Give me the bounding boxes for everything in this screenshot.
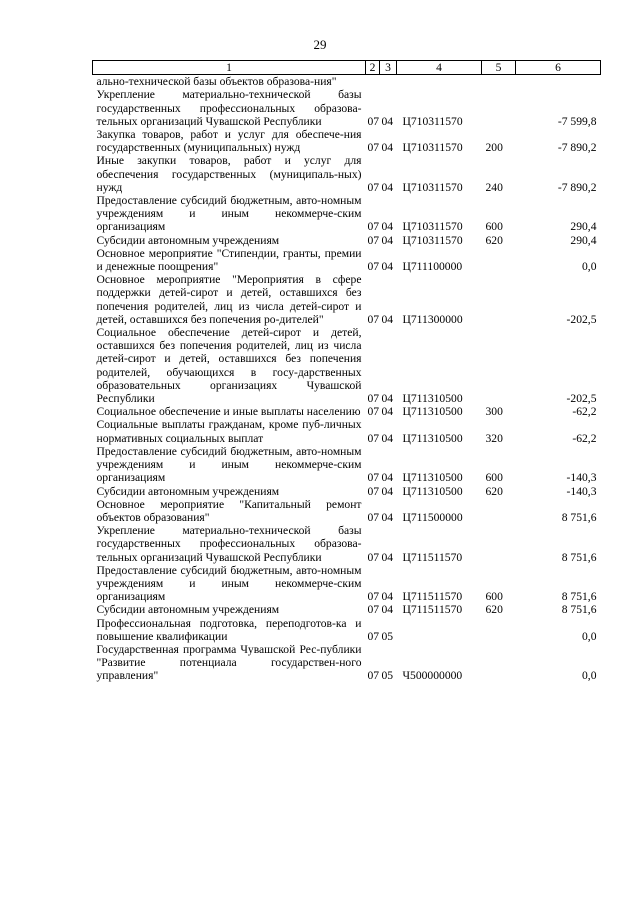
row-expense-type: [482, 273, 516, 326]
row-name: Иные закупки товаров, работ и услуг для обеспечения государственных (муниципаль-ных) нужд: [96, 154, 362, 194]
row-section: 07: [367, 405, 380, 419]
budget-table: [92, 60, 601, 683]
table-row: [93, 405, 601, 418]
table-row: [93, 524, 601, 564]
row-amount: [516, 75, 601, 89]
row-expense-type: 240: [485, 180, 503, 194]
row-subsection: 04: [381, 484, 394, 498]
row-subsection: 04: [381, 114, 394, 128]
row-section: 07: [367, 260, 380, 274]
row-name: Основное мероприятие "Мероприятия в сфере поддержки детей-сирот и детей, оставшихся без попечения родителей, лиц из числа детей-сирот и детей, оставшихся без попечения ро-дителей": [96, 273, 362, 326]
table-row: [93, 485, 601, 498]
row-amount: -62,2: [572, 431, 597, 445]
table-row: [93, 643, 601, 683]
row-subsection: 04: [381, 510, 394, 524]
row-amount: -140,3: [566, 484, 597, 498]
page-number: 29: [313, 37, 327, 52]
row-target-article: Ц711300000: [402, 312, 463, 326]
row-section: 07: [367, 220, 380, 234]
row-name: Субсидии автономным учреждениям: [96, 603, 280, 617]
column-header-2: 2: [366, 61, 380, 75]
row-expense-type: 600: [485, 471, 503, 485]
table-body: [93, 75, 601, 683]
row-amount: 290,4: [570, 233, 597, 247]
row-target-article: Ц711500000: [402, 510, 463, 524]
row-amount: 8 751,6: [561, 590, 597, 604]
row-name: ально-технической базы объектов образова-ния": [96, 75, 337, 89]
row-name: Государственная программа Чувашской Рес-публики "Развитие потенциала государствен-ного управления": [96, 642, 362, 683]
row-subsection: 04: [381, 233, 394, 247]
row-subsection: 04: [381, 312, 394, 326]
row-subsection: 04: [381, 405, 394, 419]
row-subsection: 04: [381, 260, 394, 274]
row-section: 07: [367, 431, 380, 445]
row-expense-type: [482, 326, 516, 405]
column-header-1: 1: [93, 61, 366, 75]
row-subsection: 04: [381, 141, 394, 155]
row-expense-type: [482, 524, 516, 564]
row-target-article: Ц711511570: [402, 590, 463, 604]
row-name: Субсидии автономным учреждениям: [96, 484, 280, 498]
row-amount: -7 599,8: [557, 114, 597, 128]
row-amount: 0,0: [582, 669, 597, 683]
row-target-article: Ц710311570: [402, 114, 463, 128]
column-header-6: 6: [516, 61, 601, 75]
row-target-article: Ц711310500: [402, 405, 463, 419]
row-subsection: 05: [381, 629, 394, 643]
row-expense-type: 600: [485, 220, 503, 234]
row-amount: -62,2: [572, 405, 597, 419]
row-subsection: 04: [381, 603, 394, 617]
row-target-article: Ц710311570: [402, 141, 463, 155]
row-section: 07: [367, 590, 380, 604]
table-row: [93, 247, 601, 273]
row-expense-type: [482, 247, 516, 273]
row-name: Укрепление материально-технической базы государственных профессиональных образова-тельных организаций Чувашской Республики: [96, 524, 362, 564]
row-section: 07: [367, 603, 380, 617]
row-expense-type: 200: [485, 141, 503, 155]
row-subsection: [380, 75, 397, 89]
column-header-4: 4: [397, 61, 482, 75]
table-row: [93, 128, 601, 154]
row-expense-type: [482, 75, 516, 89]
row-expense-type: 300: [485, 405, 503, 419]
row-section: 07: [367, 484, 380, 498]
row-name: Профессиональная подготовка, переподготов-ка и повышение квалификации: [96, 616, 362, 643]
table-row: [93, 603, 601, 616]
row-section: 07: [367, 629, 380, 643]
table-row: [93, 154, 601, 194]
row-name: Субсидии автономным учреждениям: [96, 233, 280, 247]
row-subsection: 04: [381, 180, 394, 194]
row-target-article: Ц710311570: [402, 233, 463, 247]
table-row: [93, 273, 601, 326]
row-expense-type: [482, 88, 516, 128]
row-amount: 8 751,6: [561, 510, 597, 524]
row-name: Предоставление субсидий бюджетным, авто-номным учреждениям и иным некоммерче-ским организациям: [96, 194, 362, 234]
column-number-row: [93, 61, 601, 75]
row-section: 07: [367, 233, 380, 247]
row-section: 07: [367, 114, 380, 128]
row-subsection: 04: [381, 550, 394, 564]
column-header-3: 3: [380, 61, 397, 75]
row-expense-type: [482, 643, 516, 683]
row-target-article: Ц711310500: [402, 431, 463, 445]
table-row: [93, 234, 601, 247]
table-row: [93, 445, 601, 485]
table-row: [93, 88, 601, 128]
row-section: 07: [367, 312, 380, 326]
row-expense-type: 620: [485, 484, 503, 498]
table-row: [93, 75, 601, 89]
row-target-article: [397, 617, 482, 643]
row-subsection: 04: [381, 590, 394, 604]
row-name: Закупка товаров, работ и услуг для обеспече-ния государственных (муниципальных) нужд: [96, 128, 362, 155]
row-section: 07: [367, 141, 380, 155]
row-name: Предоставление субсидий бюджетным, авто-номным учреждениям и иным некоммерче-ским организациям: [96, 444, 362, 485]
row-target-article: Ч500000000: [402, 669, 463, 683]
row-name: Укрепление материально-технической базы государственных профессиональных образова-тельных организаций Чувашской Республики: [96, 88, 362, 128]
row-subsection: 04: [381, 392, 394, 406]
row-amount: -202,5: [566, 392, 597, 406]
row-section: 07: [367, 392, 380, 406]
row-subsection: 04: [381, 220, 394, 234]
row-subsection: 05: [381, 669, 394, 683]
table-row: [93, 194, 601, 234]
row-section: [366, 75, 380, 89]
table-row: [93, 326, 601, 405]
row-section: 07: [367, 471, 380, 485]
row-subsection: 04: [381, 431, 394, 445]
table-row: [93, 617, 601, 643]
row-name: Социальное обеспечение детей-сирот и детей, оставшихся без попечения родителей, лиц из числа детей-сирот и детей, оставшихся без попечения родителей, обучающихся в госу-дарственных образовательных организациях Чувашской Республики: [96, 326, 362, 406]
row-amount: 290,4: [570, 220, 597, 234]
row-amount: 0,0: [582, 260, 597, 274]
row-expense-type: 620: [485, 603, 503, 617]
row-target-article: [397, 75, 482, 89]
row-name: Предоставление субсидий бюджетным, авто-номным учреждениям и иным некоммерче-ским организациям: [96, 563, 362, 604]
row-section: 07: [367, 550, 380, 564]
row-expense-type: 320: [485, 431, 503, 445]
row-name: Социальные выплаты гражданам, кроме пуб-личных нормативных социальных выплат: [96, 418, 362, 445]
row-target-article: Ц711310500: [402, 484, 463, 498]
row-amount: 8 751,6: [561, 603, 597, 617]
row-expense-type: [482, 498, 516, 524]
row-name: Основное мероприятие "Стипендии, гранты, премии и денежные поощрения": [96, 246, 362, 274]
row-name: Основное мероприятие "Капитальный ремонт объектов образования": [96, 497, 362, 524]
row-target-article: Ц711310500: [402, 471, 463, 485]
row-amount: -140,3: [566, 471, 597, 485]
row-amount: 0,0: [582, 629, 597, 643]
row-expense-type: 620: [485, 233, 503, 247]
row-expense-type: 600: [485, 590, 503, 604]
row-subsection: 04: [381, 471, 394, 485]
row-section: 07: [367, 180, 380, 194]
row-target-article: Ц711511570: [402, 603, 463, 617]
row-amount: -7 890,2: [557, 141, 597, 155]
row-amount: 8 751,6: [561, 550, 597, 564]
row-amount: -7 890,2: [557, 180, 597, 194]
row-target-article: Ц711100000: [402, 260, 463, 274]
row-target-article: Ц711511570: [402, 550, 463, 564]
column-header-5: 5: [482, 61, 516, 75]
row-target-article: Ц711310500: [402, 392, 463, 406]
row-target-article: Ц710311570: [402, 180, 463, 194]
table-row: [93, 564, 601, 604]
row-target-article: Ц710311570: [402, 220, 463, 234]
row-expense-type: [482, 617, 516, 643]
row-amount: -202,5: [566, 312, 597, 326]
row-section: 07: [367, 669, 380, 683]
row-name: Социальное обеспечение и иные выплаты населению: [96, 405, 361, 419]
table-row: [93, 418, 601, 444]
row-section: 07: [367, 510, 380, 524]
table-row: [93, 498, 601, 524]
